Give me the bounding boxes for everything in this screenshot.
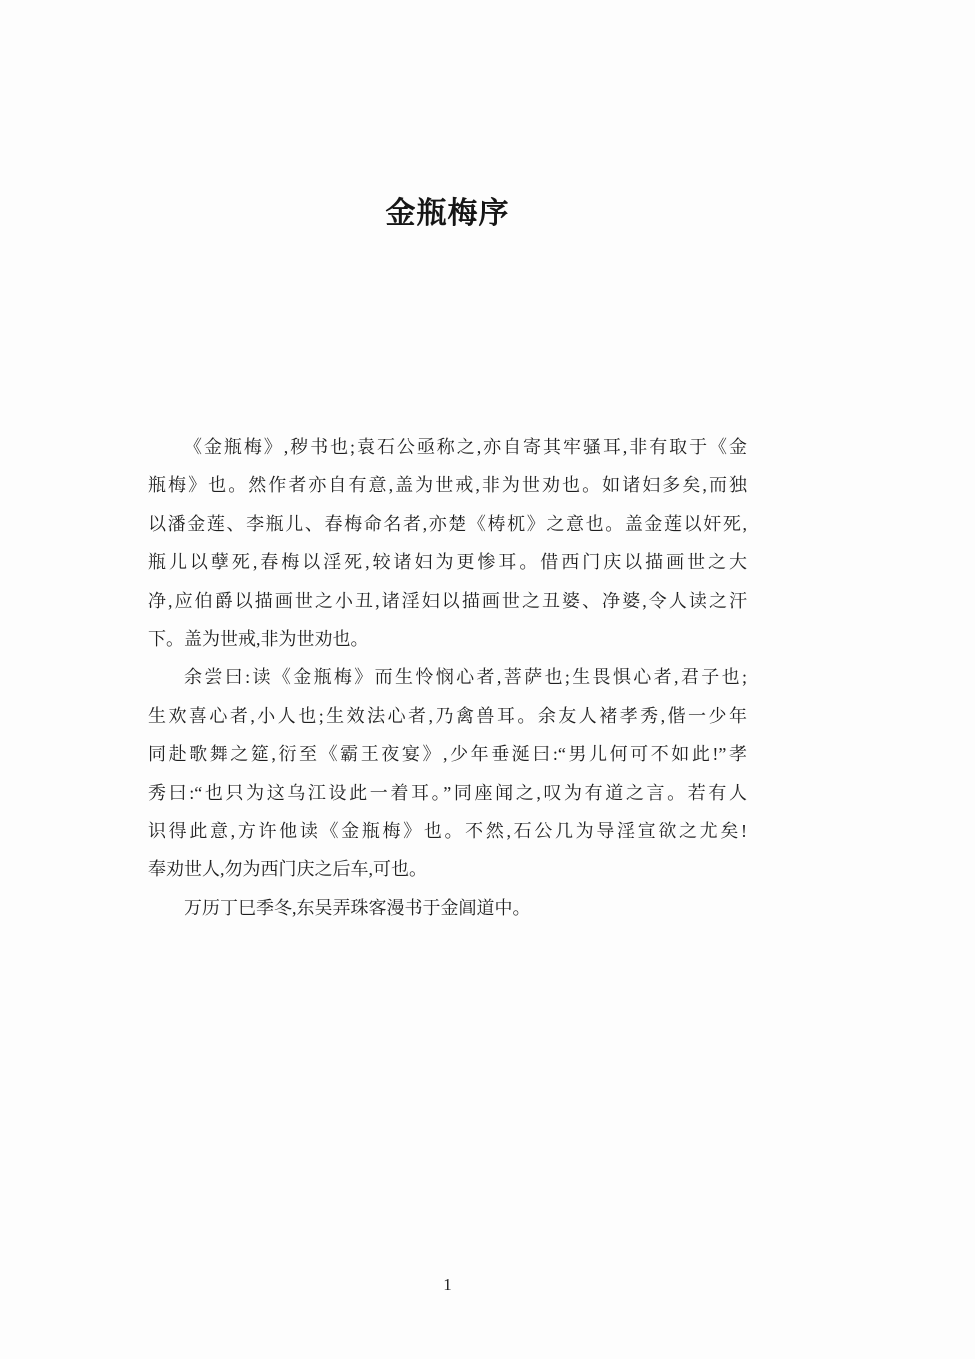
text-line: 余尝曰:读《金瓶梅》而生怜悯心者,菩萨也;生畏惧心者,君子也;	[184, 667, 747, 688]
paragraph-3	[148, 889, 747, 927]
text-line: 瓶梅》也。然作者亦自有意,盖为世戒,非为世劝也。如诸妇多矣,而独	[148, 475, 747, 496]
text-line: 《金瓶梅》,秽书也;袁石公亟称之,亦自寄其牢骚耳,非有取于《金	[184, 437, 747, 457]
text-line: 识得此意,方许他读《金瓶梅》也。不然,石公几为导淫宣欲之尤矣!	[148, 820, 747, 841]
text-line: 以潘金莲、李瓶儿、春梅命名者,亦楚《梼杌》之意也。盖金莲以奸死,	[148, 513, 747, 534]
text-line: 秀曰:“也只为这乌江设此一着耳。”同座闻之,叹为有道之言。若有人	[148, 782, 747, 803]
text-line: 生欢喜心者,小人也;生效法心者,乃禽兽耳。余友人褚孝秀,偕一少年	[148, 705, 747, 726]
paragraph-2	[148, 658, 747, 888]
page-title: 金瓶梅序	[385, 197, 510, 230]
paragraph-1	[148, 428, 747, 658]
text-line: 下。盖为世戒,非为世劝也。	[148, 628, 369, 649]
text-line: 净,应伯爵以描画世之小丑,诸淫妇以描画世之丑婆、净婆,令人读之汗	[148, 590, 747, 611]
body-text	[148, 428, 747, 927]
text-line: 万历丁巳季冬,东吴弄珠客漫书于金阊道中。	[184, 897, 531, 918]
text-line: 同赴歌舞之筵,衍至《霸王夜宴》,少年垂涎曰:“男儿何可不如此!”孝	[148, 744, 747, 765]
text-line: 瓶儿以孽死,春梅以淫死,较诸妇为更惨耳。借西门庆以描画世之大	[148, 552, 747, 573]
text-line: 奉劝世人,勿为西门庆之后车,可也。	[148, 859, 427, 880]
page-number: 1	[443, 1275, 452, 1294]
